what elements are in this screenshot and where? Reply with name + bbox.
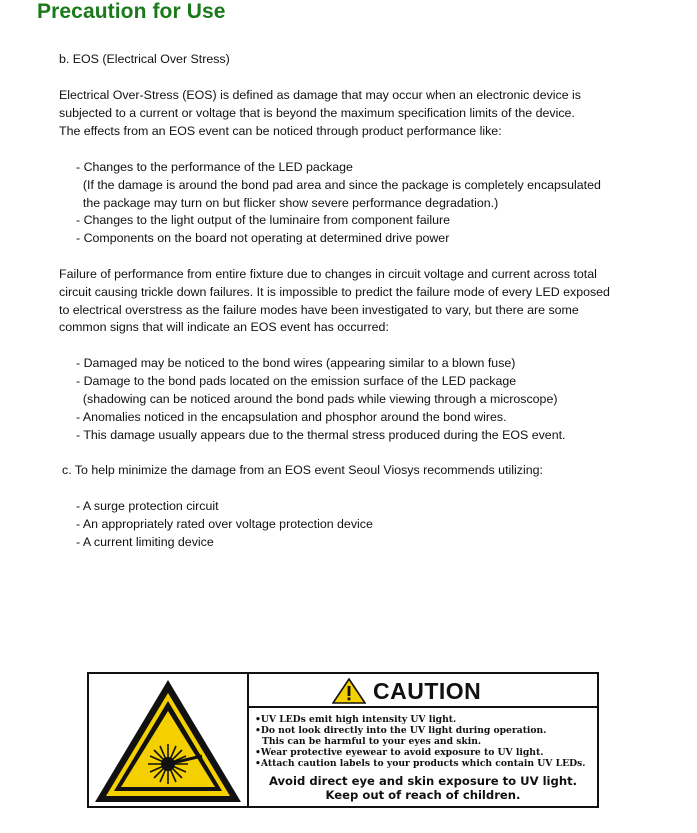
intro-line: Electrical Over-Stress (EOS) is defined as damage that may occur when an electronic device is <box>59 88 582 102</box>
section-c-heading: c. To help minimize the damage from an EOS event Seoul Viosys recommends utilizing: <box>62 463 543 477</box>
page-title: Precaution for Use <box>37 0 226 23</box>
caution-bullet: •UV LEDs emit high intensity UV light. <box>255 714 457 725</box>
caution-bullets <box>255 714 595 769</box>
laser-warning-icon <box>89 674 247 806</box>
intro-line: The effects from an EOS event can be noticed through product performance like: <box>59 124 502 138</box>
failure-line: to electrical overstress as the failure modes have been investigated to vary, but there are some <box>59 303 579 317</box>
sign-item: (shadowing can be noticed around the bond pads while viewing through a microscope) <box>76 392 558 406</box>
recommend-item: - A surge protection circuit <box>76 499 219 513</box>
caution-label <box>87 672 599 808</box>
effect-item: the package may turn on but flicker show severe performance degradation.) <box>76 196 499 210</box>
failure-line: Failure of performance from entire fixture due to changes in circuit voltage and current across total <box>59 267 597 281</box>
failure-line: common signs that will indicate an EOS event has occurred: <box>59 320 389 334</box>
effect-item: - Changes to the performance of the LED package <box>76 160 353 174</box>
sign-item: - Damage to the bond pads located on the emission surface of the LED package <box>76 374 517 388</box>
caution-bullet: •Wear protective eyewear to avoid exposure to UV light. <box>255 747 544 758</box>
effect-item: (If the damage is around the bond pad area and since the package is completely encapsulated <box>76 178 601 192</box>
warning-triangle-icon <box>332 678 366 709</box>
sign-item: - Anomalies noticed in the encapsulation and phosphor around the bond wires. <box>76 410 507 424</box>
laser-warning-panel <box>89 674 249 806</box>
caution-text-panel <box>249 674 597 806</box>
caution-bullet: This can be harmful to your eyes and skin. <box>262 736 482 747</box>
recommend-item: - A current limiting device <box>76 535 214 549</box>
caution-bullet: •Attach caution labels to your products which contain UV LEDs. <box>255 758 586 769</box>
effect-item: - Components on the board not operating at determined drive power <box>76 231 450 245</box>
failure-line: circuit causing trickle down failures. It is impossible to predict the failure mode of every LED exposed <box>59 285 610 299</box>
caution-bullet: •Do not look directly into the UV light during operation. <box>255 725 547 736</box>
caution-heading: CAUTION <box>373 678 482 704</box>
sign-item: - This damage usually appears due to the thermal stress produced during the EOS event. <box>76 428 566 442</box>
caution-header <box>249 674 597 708</box>
intro-line: subjected to a current or voltage that is beyond the maximum specification limits of the device. <box>59 106 575 120</box>
recommend-item: - An appropriately rated over voltage protection device <box>76 517 373 531</box>
keep-out-text: Keep out of reach of children. <box>325 788 521 802</box>
section-b-heading: b. EOS (Electrical Over Stress) <box>59 52 230 66</box>
sign-item: - Damaged may be noticed to the bond wires (appearing similar to a blown fuse) <box>76 356 516 370</box>
avoid-exposure-text: Avoid direct eye and skin exposure to UV light. <box>268 774 578 788</box>
effect-item: - Changes to the light output of the luminaire from component failure <box>76 213 450 227</box>
